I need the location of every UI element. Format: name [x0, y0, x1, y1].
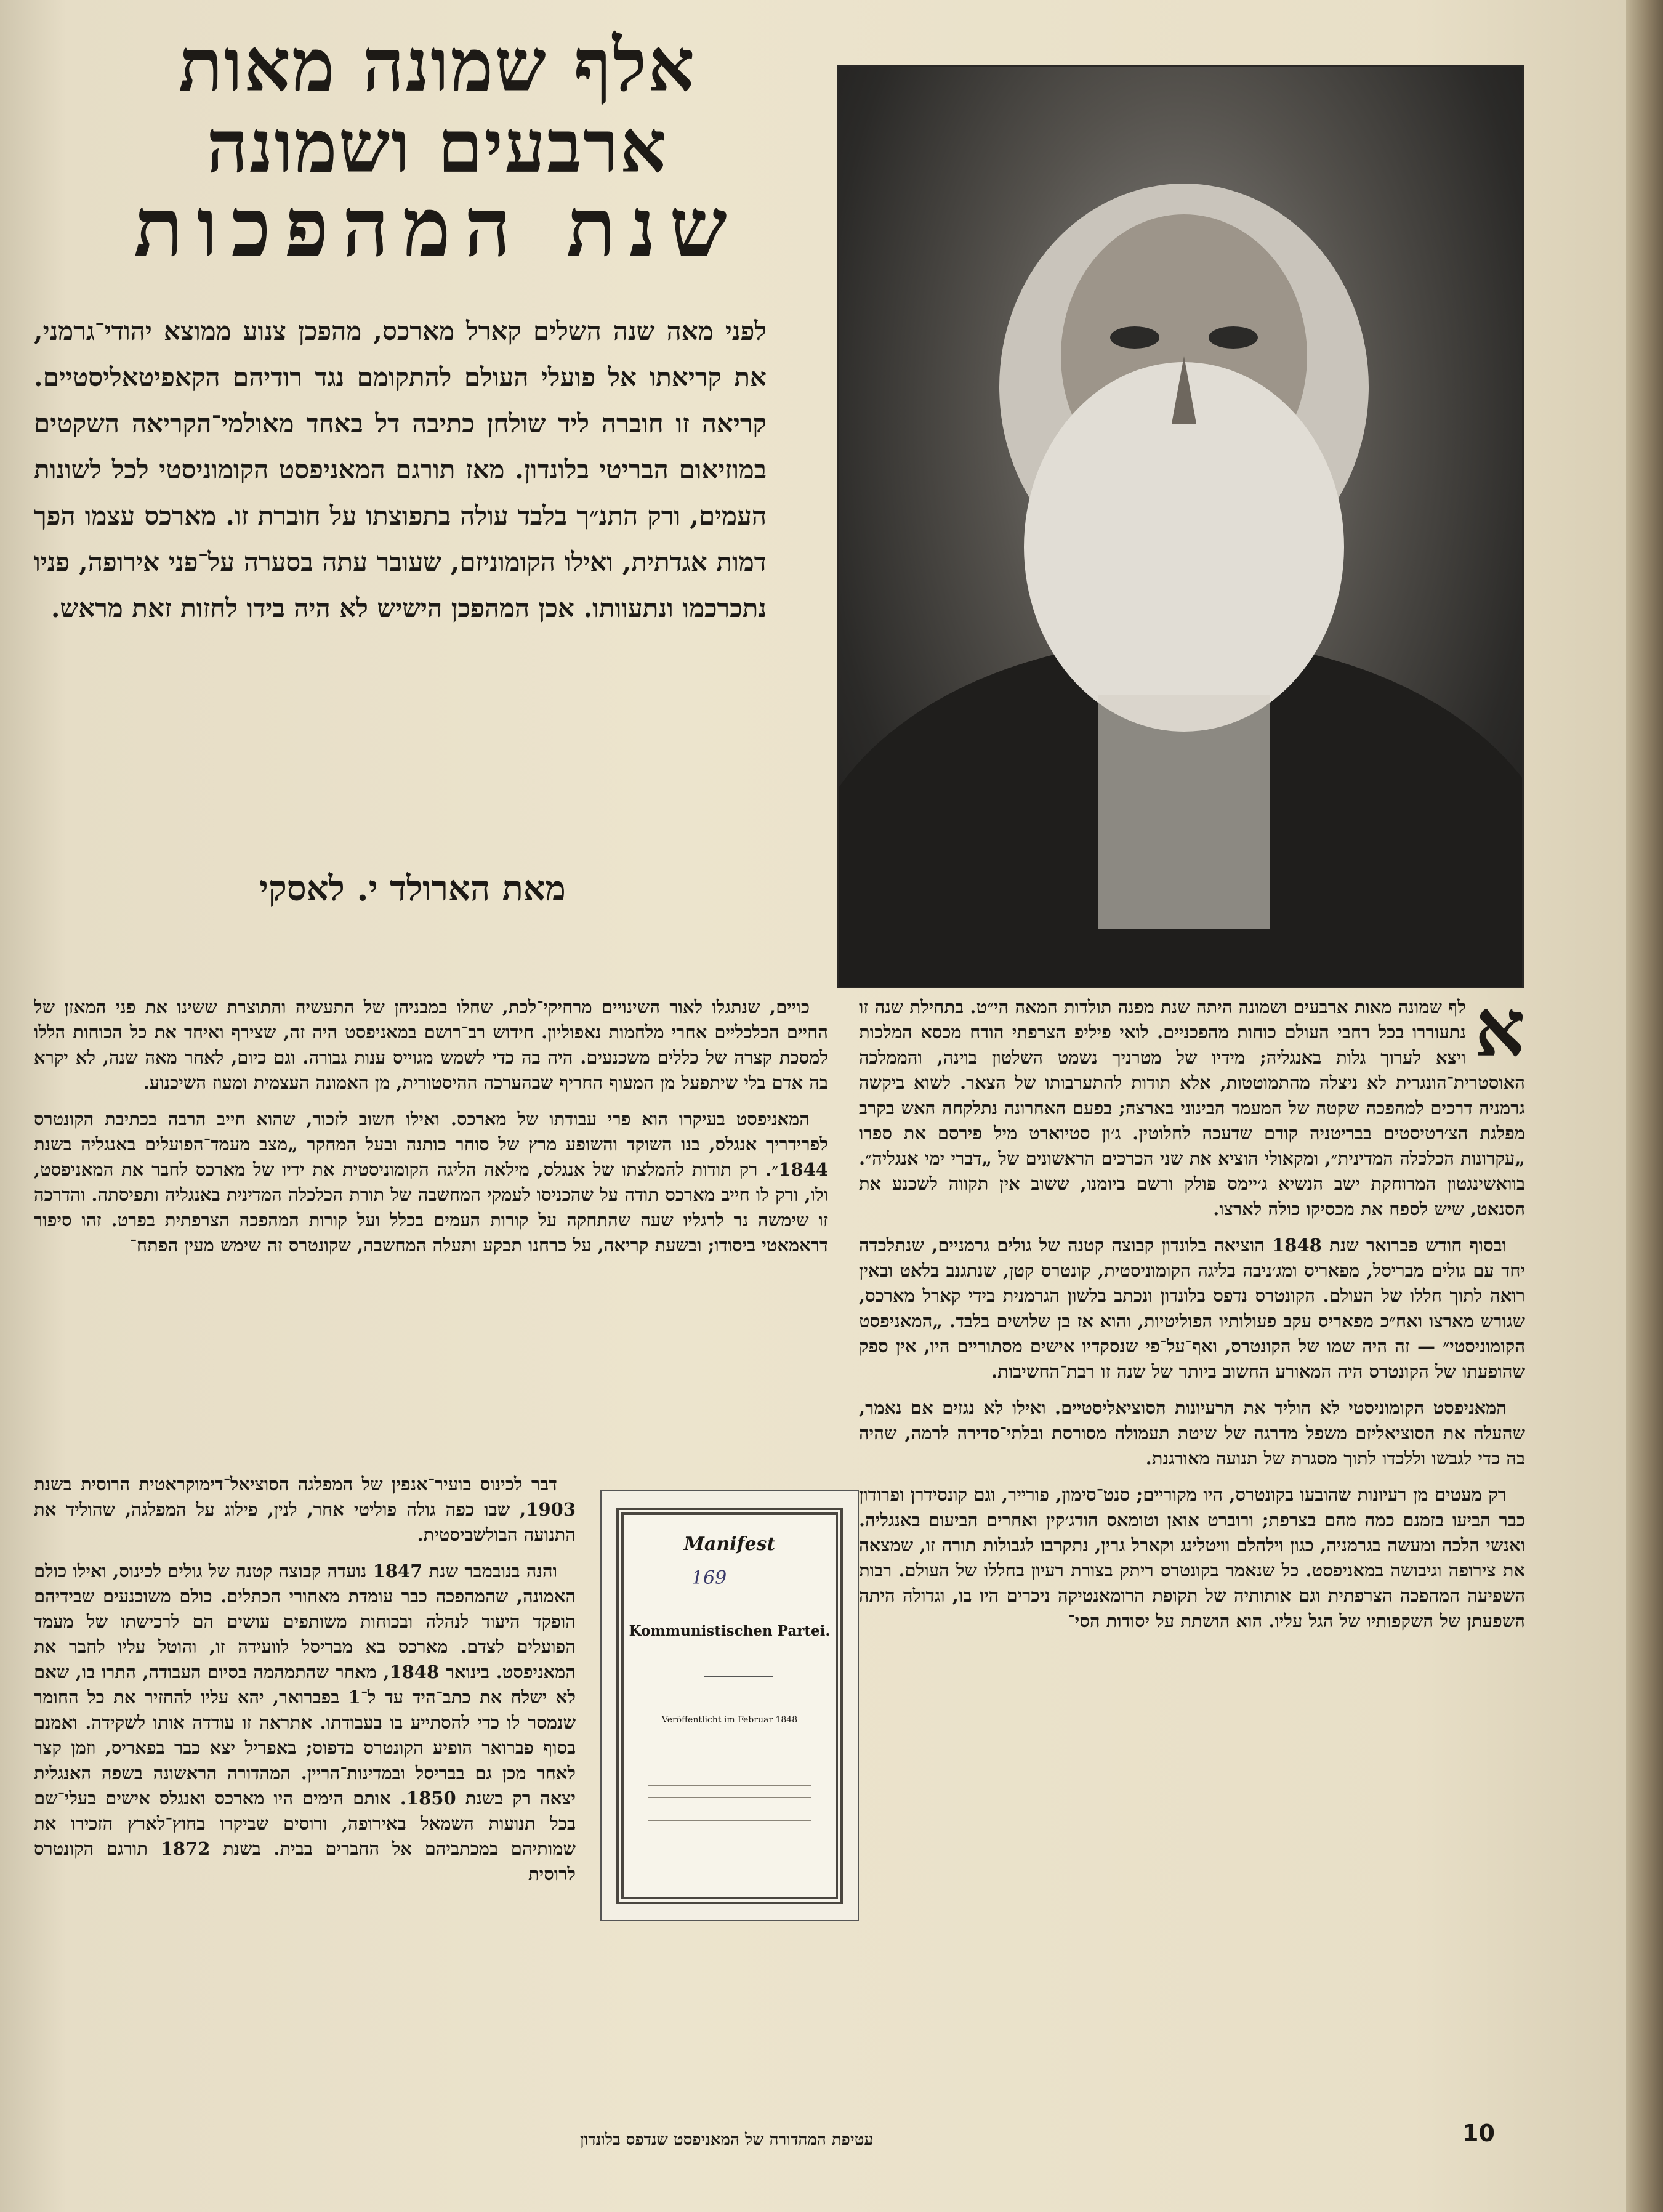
- intro-paragraph: לפני מאה שנה השלים קארל מארכס, מהפכן צנוע ממוצא יהודי־גרמני, את קריאתו אל פועלי העולם להתקומם נגד רודיהם הקאפיטאליסטיים. קריאה זו חוברה ליד שולחן כתיבה דל באחד מאולמי־הקריאה השקטים במוזיאום הבריטי בלונדון. מאז תורגם המאניפסט הקומוניסטי לכל לשונות העמים, ורק התנ״ך בלבד עולה בתפוצתו על חוברת זו. מארכס עצמו הפך דמות אגדתית, ואילו הקומוניזם, שעובר עתה בסערה על־פני אירופה, פניו נתכרכמו ונתעוותו. אכן המהפכן הישיש לא היה בידו לחזות זאת מראש.: [34, 316, 767, 623]
- paragraph: דבר לכינוס בועיר־אנפין של המפלגה הסוציאל־דימוקראטית הרוסית בשנת 1903, שבו כפה גולה פוליטי אחר, לנין, פילוג על המפלגה, שהוליד את התנועה הבולשביסטית.: [34, 1474, 576, 1545]
- manifesto-subtitle: Kommunistischen Partei.: [629, 1623, 831, 1639]
- manifesto-handwritten-note: 169: [691, 1567, 727, 1589]
- manifesto-fine-print: [648, 1774, 811, 1832]
- article-title: [123, 22, 751, 275]
- title-line-3: שנת המהפכות: [134, 180, 741, 275]
- article-column-right: [859, 995, 1525, 2162]
- image-caption: עטיפת המהדורה של המאניפסט שנדפס בלונדון: [579, 2131, 874, 2149]
- portrait-illustration: [839, 67, 1522, 987]
- manifesto-cover-image: [600, 1490, 859, 1921]
- paragraph: המאניפסט בעיקרו הוא פרי עבודתו של מארכס. ואילו חשוב לזכור, שהוא חייב הרבה בכתיבת הקונטרס לפרידריך אנגלס, בנו השוקד והשופע מרץ של סוחר כותנה ובעל המחקר „מצב מעמד־הפועלים באנגליה בשנת 1844״. רק תודות להמלצתו של אנגלס, מילאה הליגה הקומוניסטית את ידיו של מארכס לחבר את המאניפסט, ולו, ורק לו חייב מארכס תודה על שהכניסו לעמקי המחשבה של תורת הכלכלה המדינית באנגליה ותפיסתה. והדרכה זו שימשה נר לרגליו שעה שהתחקה על קורות העמים בכלל ועל קורות המהפכה הצרפתית בפרט. זהו סיפור דראמאטי ביסודו; ובשעת קריאה, על כרחנו תבקע ותעלה המחשבה, שקונטרס זה שימש מעין הפתח־: [34, 1108, 828, 1256]
- title-line-1: אלף שמונה מאות: [178, 22, 696, 108]
- page-number: 10: [1462, 2120, 1495, 2147]
- manifesto-date: Veröffentlicht im Februar 1848: [661, 1715, 798, 1725]
- paragraph: כויים, שנתגלו לאור השינויים מרחיקי־לכת, שחלו במבניהן של התעשיה והתוצרת ששינו את פני המאזן של החיים הכלכליים אחרי מלחמות נאפוליון. חידוש רב־רושם במאניפסט היה זה, שצירף ואיחד את כל הכוחות הללו למסכת קצרה של כללים משכנעים. היה בה כדי לשמש מגוייס ענות גבורה. וגם כיום, לאחר מאה שנה, לא יקרא בה אדם בלי שיתפעל מן המעוף החריף שבהערכה ההיסטורית, מן האמונה העצמית ומעוז השיכנוע.: [34, 996, 828, 1093]
- paragraph: לף שמונה מאות ארבעים ושמונה היתה שנת מפנה תולדות המאה הי״ט. בתחילת שנה זו נתעוררו בכל רחבי העולם כוחות מהפכניים. לואי פיליפ הצרפתי הודח מכסא המלכות ויצא לערוך גלות באנגליה; מידיו של מטרניך נשמט השלטון בוינה, והממלכה האוסטרית־הונגרית לא ניצלה מהתמוטטות, אלא תודות להתערבותו של הצאר. לשוא ביקשה גרמניה דרכים למהפכה שקטה של המעמד הבינוני בארצה; בפעם האחרונה נתלקחה האש בקרב מפלגת הצ׳רטיסטים בבריטניה קודם שדעכה לחלוטין. ג׳ון סטיוארט מיל פירסם את ספרו „עקרונות הכלכלה המדינית״, ומקאולי הוציא את שני הכרכים הראשונים של „דברי ימי אנגליה״. בוואשינגטון המרוחקת ישב הנשיא ג׳יימס פולק ורשם ביומנו, ששוב אין תקווה לשכנע את הסנאט, שיש לספח את מכסיקו כולה לארצו.: [859, 996, 1525, 1219]
- paragraph: רק מעטים מן רעיונות שהובעו בקונטרס, היו מקוריים; סנט־סימון, פורייר, וגם קונסידרן ופרודון כבר הביעו בזמנם כמה מהם בצרפת; ורוברט אואן וטומאס הודג׳קין ואחרים הביעום באנגליה. ואנשי הלכה ומעשה בגרמניה, כגון וילהלם וויטלינג וקארל גרין, נתקרבו לגבולות תורה זו, שמצאה את צירופה וגיבושה במאניפסט. כל שנאמר בקונטרס ריתק בצורת רעיון בחללו של העולם. רבות השפיעה המהפכה הצרפתית וגם אותותיה של תקופת הרומאנטיקה ניכרים היו בו, וגדולה היתה השפעתן של השקפותיו של הגל עליו. הוא הושתת על יסודות הסי־: [859, 1484, 1525, 1631]
- drop-cap: א: [1474, 995, 1525, 1075]
- article-column-left-bottom: [34, 1472, 576, 2186]
- paragraph: והנה בנובמבר שנת 1847 נועדה קבוצה קטנה של גולים לכינוס, ואילו כולם האמונה, שהמהפכה כבר עומדת מאחורי הכתלים. כולם משוכנעים שבידיהם הופקד היעוד לנהלה ובכוחות משותפים עושים הם לרכישתו של מעמד הפועלים לצדם. מארכס בא מבריסל לוועידה זו, והוטל עליו לחבר את המאניפסט. בינואר 1848, מאחר שהתמהמה בסיום העבודה, התרו בו, שאם לא ישלח את כתב־היד עד ל־1 בפברואר, יהא עליו להחזיר את כל החומר שנמסר לו כדי להסתייע בו בעבודתו. אתראה זו עודדה אותו לשקידה. ואמנם בסוף פברואר הופיע הקונטרס בדפוס; באפריל יצא כבר בפאריס, וזמן קצר לאחר מכן גם בבריסל ובמדינות־הריין. המהדורה הראשונה בשפה האנגלית יצאה רק בשנת 1850. אותם הימים היו מארכס ואנגלס אישים בעלי־שם בכל תנועות השמאל באירופה, ורוסים שביקרו בחוץ־לארץ הזכירו את שמותיהם במכתביהם אל החברים בבית. בשנת 1872 תורגם הקונטרס לרוסית: [34, 1560, 576, 1884]
- title-line-2: ארבעים ושמונה: [206, 103, 668, 189]
- paragraph: ובסוף חודש פברואר שנת 1848 הוציאה בלונדון קבוצה קטנה של גולים גרמניים, שנתלכדה יחד עם גולים מבריסל, מפאריס ומג׳ניבה בליגה הקומוניסטית, קונטרס קטן, שנתגנב בלאט ובאין רואה לתוך חללו של העולם. הקונטרס נדפס בלונדון ונכתב בלשון הגרמנית בידי קארל מארכס, שגורש מארצו ואח״כ מפאריס עקב פעולותיו הפוליטיות, והוא אז בן שלושים בלבד. „המאניפסט הקומוניסטי״ — זה היה שמו של הקונטרס, ואף־על־פי שנסקדיו אישים מסתוריים היו, אין ספק שהופעתו של הקונטרס היה המאורע החשוב ביותר של שנה זו רבת־החשיבות.: [859, 1235, 1525, 1382]
- byline: מאת הארולד י. לאסקי: [259, 868, 566, 909]
- book-spine: [1626, 0, 1663, 2212]
- article-column-left-top: [34, 995, 828, 1469]
- manifesto-title: Manifest: [683, 1533, 776, 1555]
- paragraph: המאניפסט הקומוניסטי לא הוליד את הרעיונות הסוציאליסטיים. ואילו לא נגזים אם נאמר, שהעלה את הסוציאליזם משפל מדרגה של שיטת תעמולה מסורסת ובלתי־סדירה לרמה, שהיה בה כדי לגבשו וללכדו לתוך מסגרת של תנועה מאורגנת.: [859, 1397, 1525, 1469]
- divider: [704, 1676, 773, 1677]
- manifesto-ornamental-border: [616, 1508, 843, 1904]
- portrait-photo: [837, 65, 1524, 988]
